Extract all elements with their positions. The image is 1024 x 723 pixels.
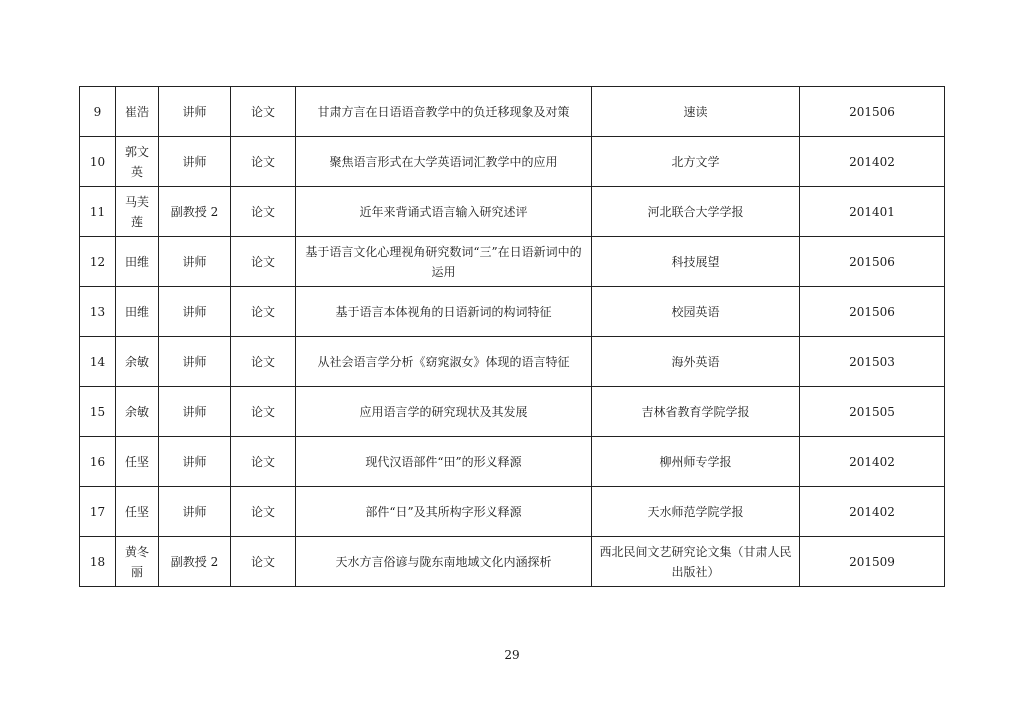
table-row [80, 237, 945, 287]
cell-author-name: 马芙莲 [116, 187, 159, 237]
cell-author-name: 田维 [116, 237, 159, 287]
cell-work-type: 论文 [231, 337, 296, 387]
cell-journal: 柳州师专学报 [592, 437, 800, 487]
cell-academic-title: 讲师 [159, 337, 231, 387]
cell-publish-date: 201506 [800, 87, 945, 137]
cell-paper-title: 现代汉语部件“田”的形义释源 [296, 437, 592, 487]
cell-work-type: 论文 [231, 537, 296, 587]
page-number: 29 [504, 648, 520, 662]
cell-journal: 北方文学 [592, 137, 800, 187]
cell-publish-date: 201506 [800, 287, 945, 337]
cell-paper-title: 基于语言文化心理视角研究数词“三”在日语新词中的运用 [296, 237, 592, 287]
table-row [80, 337, 945, 387]
cell-number: 15 [80, 387, 116, 437]
cell-number: 14 [80, 337, 116, 387]
cell-academic-title: 讲师 [159, 237, 231, 287]
cell-number: 18 [80, 537, 116, 587]
table-row [80, 387, 945, 437]
table-row [80, 437, 945, 487]
cell-author-name: 郭文英 [116, 137, 159, 187]
table-row [80, 87, 945, 137]
cell-publish-date: 201402 [800, 137, 945, 187]
cell-academic-title: 讲师 [159, 487, 231, 537]
cell-publish-date: 201402 [800, 487, 945, 537]
cell-publish-date: 201402 [800, 437, 945, 487]
cell-work-type: 论文 [231, 87, 296, 137]
cell-author-name: 崔浩 [116, 87, 159, 137]
cell-academic-title: 副教授 2 [159, 187, 231, 237]
cell-paper-title: 部件“日”及其所构字形义释源 [296, 487, 592, 537]
cell-number: 9 [80, 87, 116, 137]
cell-author-name: 任坚 [116, 487, 159, 537]
cell-journal: 速读 [592, 87, 800, 137]
cell-author-name: 黄冬丽 [116, 537, 159, 587]
cell-author-name: 余敏 [116, 387, 159, 437]
cell-work-type: 论文 [231, 287, 296, 337]
table-row [80, 187, 945, 237]
cell-journal: 河北联合大学学报 [592, 187, 800, 237]
cell-journal: 海外英语 [592, 337, 800, 387]
cell-paper-title: 聚焦语言形式在大学英语词汇教学中的应用 [296, 137, 592, 187]
cell-work-type: 论文 [231, 137, 296, 187]
cell-paper-title: 从社会语言学分析《窈窕淑女》体现的语言特征 [296, 337, 592, 387]
cell-work-type: 论文 [231, 237, 296, 287]
publications-table [79, 86, 945, 587]
cell-publish-date: 201401 [800, 187, 945, 237]
cell-work-type: 论文 [231, 187, 296, 237]
cell-author-name: 余敏 [116, 337, 159, 387]
cell-author-name: 任坚 [116, 437, 159, 487]
cell-publish-date: 201506 [800, 237, 945, 287]
cell-work-type: 论文 [231, 437, 296, 487]
cell-paper-title: 天水方言俗谚与陇东南地域文化内涵探析 [296, 537, 592, 587]
cell-academic-title: 讲师 [159, 287, 231, 337]
cell-paper-title: 甘肃方言在日语语音教学中的负迁移现象及对策 [296, 87, 592, 137]
cell-paper-title: 基于语言本体视角的日语新词的构词特征 [296, 287, 592, 337]
cell-publish-date: 201505 [800, 387, 945, 437]
cell-number: 13 [80, 287, 116, 337]
cell-number: 11 [80, 187, 116, 237]
cell-number: 17 [80, 487, 116, 537]
cell-academic-title: 讲师 [159, 137, 231, 187]
cell-publish-date: 201503 [800, 337, 945, 387]
table-row [80, 287, 945, 337]
table-row [80, 137, 945, 187]
table-row [80, 487, 945, 537]
cell-number: 10 [80, 137, 116, 187]
cell-publish-date: 201509 [800, 537, 945, 587]
cell-paper-title: 应用语言学的研究现状及其发展 [296, 387, 592, 437]
cell-academic-title: 副教授 2 [159, 537, 231, 587]
cell-academic-title: 讲师 [159, 387, 231, 437]
table-row [80, 537, 945, 587]
table-body [80, 87, 945, 587]
cell-work-type: 论文 [231, 387, 296, 437]
cell-academic-title: 讲师 [159, 87, 231, 137]
cell-work-type: 论文 [231, 487, 296, 537]
cell-journal: 科技展望 [592, 237, 800, 287]
cell-journal: 西北民间文艺研究论文集（甘肃人民出版社） [592, 537, 800, 587]
cell-number: 16 [80, 437, 116, 487]
cell-academic-title: 讲师 [159, 437, 231, 487]
cell-journal: 吉林省教育学院学报 [592, 387, 800, 437]
cell-journal: 校园英语 [592, 287, 800, 337]
cell-author-name: 田维 [116, 287, 159, 337]
cell-journal: 天水师范学院学报 [592, 487, 800, 537]
cell-paper-title: 近年来背诵式语言输入研究述评 [296, 187, 592, 237]
cell-number: 12 [80, 237, 116, 287]
